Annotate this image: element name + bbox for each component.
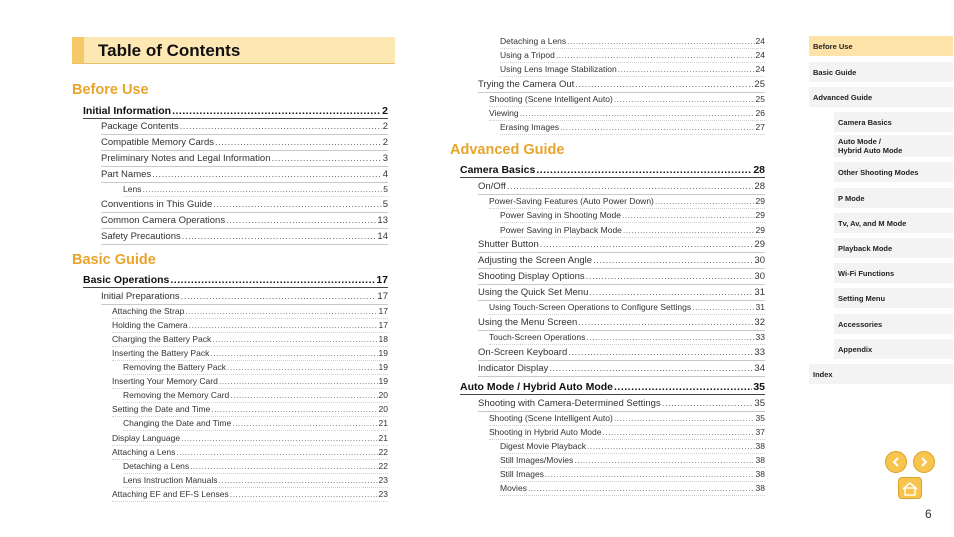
toc-entry[interactable]: [101, 214, 388, 229]
toc-leader-dots: [211, 332, 377, 346]
nav-item[interactable]: [834, 238, 953, 258]
toc-entry-label: Package Contents: [101, 121, 179, 132]
home-button[interactable]: [898, 477, 922, 499]
nav-item-label: Appendix: [838, 344, 873, 354]
toc-leader-dots: [544, 467, 755, 481]
nav-item-label: Auto Mode / Hybrid Auto Mode: [838, 137, 903, 155]
toc-entry[interactable]: [489, 106, 765, 121]
toc-entry-page: 29: [755, 225, 765, 235]
toc-entry-label: Power-Saving Features (Auto Power Down): [489, 196, 654, 206]
toc-leader-dots: [588, 286, 753, 300]
toc-entry[interactable]: [83, 273, 388, 288]
nav-item[interactable]: [834, 263, 953, 283]
toc-entry[interactable]: [500, 467, 765, 482]
toc-leader-dots: [586, 439, 755, 453]
toc-entry-label: Removing the Memory Card: [123, 390, 230, 400]
toc-entry[interactable]: [489, 194, 765, 209]
nav-item-label: Before Use: [813, 41, 853, 51]
toc-entry[interactable]: [101, 152, 388, 167]
toc-entry-label: Power Saving in Shooting Mode: [500, 210, 621, 220]
toc-entry-label: Changing the Date and Time: [123, 418, 232, 428]
next-page-button[interactable]: [913, 451, 935, 473]
toc-entry-page: 38: [755, 455, 765, 465]
toc-entry[interactable]: [489, 300, 765, 315]
toc-entry[interactable]: [478, 180, 765, 195]
toc-leader-dots: [601, 425, 754, 439]
toc-entry-label: Inserting the Battery Pack: [112, 348, 210, 358]
toc-entry-page: 31: [754, 287, 765, 298]
toc-entry-label: Shooting (Scene Intelligent Auto): [489, 413, 613, 423]
toc-leader-dots: [231, 416, 377, 430]
toc-leader-dots: [621, 208, 755, 222]
toc-title-bar: [72, 37, 395, 64]
toc-entry-page: 37: [755, 427, 765, 437]
toc-entry-label: Movies: [500, 483, 527, 493]
toc-entry[interactable]: [500, 223, 765, 238]
nav-item-label: Wi-Fi Functions: [838, 268, 895, 278]
nav-item[interactable]: [834, 314, 953, 334]
toc-entry[interactable]: [101, 290, 388, 305]
toc-leader-dots: [613, 92, 755, 106]
toc-entry-page: 29: [754, 239, 765, 250]
chevron-right-icon: [918, 456, 930, 468]
toc-leader-dots: [218, 374, 378, 388]
toc-entry-label: Using Lens Image Stabilization: [500, 64, 617, 74]
toc-entry-page: 28: [754, 181, 765, 192]
toc-entry-page: 14: [377, 231, 388, 242]
toc-entry[interactable]: [500, 439, 765, 454]
toc-entry-page: 18: [378, 334, 388, 344]
toc-entry[interactable]: [460, 163, 765, 178]
toc-entry-page: 31: [755, 302, 765, 312]
toc-leader-dots: [210, 402, 377, 416]
toc-leader-dots: [622, 223, 755, 237]
toc-leader-dots: [214, 136, 382, 150]
toc-entry-label: Charging the Battery Pack: [112, 334, 212, 344]
toc-entry[interactable]: [478, 346, 765, 361]
toc-entry-label: Adjusting the Screen Angle: [478, 255, 593, 266]
toc-entry-page: 27: [755, 122, 765, 132]
title-accent: [72, 37, 84, 63]
toc-entry-label: Safety Precautions: [101, 231, 181, 242]
toc-entry-label: Attaching a Lens: [112, 447, 176, 457]
toc-entry-page: 29: [755, 196, 765, 206]
toc-leader-dots: [585, 330, 754, 344]
home-icon: [899, 478, 921, 498]
nav-item-label: Playback Mode: [838, 243, 893, 253]
toc-entry-label: On-Screen Keyboard: [478, 347, 568, 358]
toc-entry-page: 32: [754, 317, 765, 328]
toc-entry[interactable]: [123, 360, 388, 375]
toc-entry-page: 34: [754, 363, 765, 374]
toc-entry-page: 38: [755, 483, 765, 493]
toc-entry[interactable]: [123, 473, 388, 488]
toc-entry-label: Initial Information: [83, 105, 172, 117]
toc-entry[interactable]: [489, 330, 765, 345]
toc-leader-dots: [573, 453, 754, 467]
toc-leader-dots: [141, 182, 382, 196]
toc-entry-page: 23: [378, 475, 388, 485]
toc-entry-page: 23: [378, 489, 388, 499]
toc-entry-page: 35: [755, 413, 765, 423]
toc-entry-page: 19: [378, 362, 388, 372]
toc-entry[interactable]: [478, 78, 765, 93]
toc-entry-page: 19: [378, 348, 388, 358]
toc-entry-label: Compatible Memory Cards: [101, 137, 214, 148]
nav-item-label: Advanced Guide: [813, 92, 873, 102]
toc-entry-page: 21: [378, 418, 388, 428]
toc-entry[interactable]: [112, 374, 388, 389]
toc-entry[interactable]: [500, 453, 765, 468]
toc-leader-dots: [209, 346, 377, 360]
page-title: Table of Contents: [98, 41, 241, 60]
toc-leader-dots: [218, 473, 378, 487]
toc-leader-dots: [189, 459, 377, 473]
toc-leader-dots: [151, 168, 382, 182]
section-heading-advanced-guide: Advanced Guide: [450, 142, 565, 158]
toc-entry[interactable]: [112, 487, 388, 502]
toc-entry-label: Setting the Date and Time: [112, 404, 211, 414]
toc-entry-label: Holding the Camera: [112, 320, 188, 330]
toc-entry-label: Shooting (Scene Intelligent Auto): [489, 94, 613, 104]
nav-item-label: Tv, Av, and M Mode: [838, 218, 907, 228]
toc-leader-dots: [188, 318, 378, 332]
toc-entry[interactable]: [460, 380, 765, 395]
toc-leader-dots: [654, 194, 755, 208]
toc-leader-dots: [229, 487, 378, 501]
toc-leader-dots: [171, 104, 381, 118]
toc-entry-label: Preliminary Notes and Legal Information: [101, 153, 271, 164]
toc-entry[interactable]: [500, 62, 765, 77]
toc-entry-label: Attaching the Strap: [112, 306, 185, 316]
toc-entry-page: 2: [382, 105, 388, 117]
toc-leader-dots: [519, 106, 755, 120]
toc-entry-page: 22: [378, 447, 388, 457]
toc-leader-dots: [617, 62, 755, 76]
nav-item-label: Basic Guide: [813, 67, 857, 77]
toc-entry-label: Initial Preparations: [101, 291, 180, 302]
toc-entry-label: Still Images: [500, 469, 544, 479]
toc-entry[interactable]: [83, 104, 388, 119]
toc-entry[interactable]: [112, 304, 388, 319]
toc-leader-dots: [271, 152, 382, 166]
toc-entry-label: Basic Operations: [83, 274, 170, 286]
toc-entry-label: Using Touch-Screen Operations to Configure Settings: [489, 302, 692, 312]
nav-item[interactable]: [809, 87, 953, 107]
toc-entry[interactable]: [489, 92, 765, 107]
toc-entry-label: Attaching EF and EF-S Lenses: [112, 489, 229, 499]
toc-entry-label: Trying the Camera Out: [478, 79, 575, 90]
toc-entry[interactable]: [489, 411, 765, 426]
toc-entry-label: Viewing: [489, 108, 519, 118]
toc-entry-label: Digest Movie Playback: [500, 441, 586, 451]
nav-item[interactable]: [809, 62, 953, 82]
toc-entry-page: 24: [755, 64, 765, 74]
toc-entry-page: 17: [376, 274, 388, 286]
toc-leader-dots: [661, 397, 754, 411]
nav-item-label: Accessories: [838, 319, 883, 329]
nav-item-label: Other Shooting Modes: [838, 167, 919, 177]
nav-item-label: Index: [813, 369, 833, 379]
toc-entry[interactable]: [500, 481, 765, 496]
toc-entry-page: 20: [378, 404, 388, 414]
toc-entry-page: 22: [378, 461, 388, 471]
toc-leader-dots: [212, 198, 381, 212]
toc-entry[interactable]: [500, 120, 765, 135]
toc-entry-page: 24: [755, 50, 765, 60]
toc-entry-page: 25: [755, 94, 765, 104]
toc-entry-page: 2: [382, 121, 388, 132]
toc-entry[interactable]: [101, 198, 388, 213]
toc-entry-page: 17: [378, 306, 388, 316]
toc-leader-dots: [566, 34, 754, 48]
page-number: 6: [925, 507, 932, 521]
toc-entry-page: 13: [377, 215, 388, 226]
toc-entry-page: 30: [754, 255, 765, 266]
toc-leader-dots: [585, 270, 754, 284]
toc-entry[interactable]: [101, 230, 388, 245]
toc-entry-label: Indicator Display: [478, 363, 549, 374]
chevron-left-icon: [890, 456, 902, 468]
toc-entry[interactable]: [500, 208, 765, 223]
toc-entry[interactable]: [123, 459, 388, 474]
toc-entry-label: Removing the Battery Pack: [123, 362, 226, 372]
nav-item-label: Setting Menu: [838, 293, 886, 303]
nav-item[interactable]: [834, 339, 953, 359]
toc-entry-label: Common Camera Operations: [101, 215, 226, 226]
toc-entry-page: 3: [382, 153, 388, 164]
toc-entry-label: Power Saving in Playback Mode: [500, 225, 622, 235]
toc-entry-page: 25: [754, 79, 765, 90]
toc-entry-label: Still Images/Movies: [500, 455, 574, 465]
toc-entry-page: 28: [753, 164, 765, 176]
toc-entry[interactable]: [112, 346, 388, 361]
nav-item[interactable]: [834, 112, 953, 132]
toc-leader-dots: [180, 431, 377, 445]
toc-entry[interactable]: [478, 254, 765, 269]
toc-entry[interactable]: [478, 270, 765, 285]
toc-entry-label: Conventions in This Guide: [101, 199, 213, 210]
toc-entry[interactable]: [101, 136, 388, 151]
toc-entry-page: 35: [754, 398, 765, 409]
toc-entry[interactable]: [123, 388, 388, 403]
toc-leader-dots: [567, 346, 753, 360]
toc-leader-dots: [559, 120, 754, 134]
toc-entry-page: 26: [755, 108, 765, 118]
toc-entry-label: Lens: [123, 184, 142, 194]
nav-item[interactable]: [834, 135, 953, 157]
toc-entry-page: 38: [755, 469, 765, 479]
toc-entry-page: 35: [753, 381, 765, 393]
toc-entry-label: Using the Quick Set Menu: [478, 287, 589, 298]
toc-entry-label: Shutter Button: [478, 239, 539, 250]
toc-entry-page: 38: [755, 441, 765, 451]
toc-entry[interactable]: [500, 48, 765, 63]
nav-item[interactable]: [834, 188, 953, 208]
toc-entry[interactable]: [123, 182, 388, 197]
toc-entry-label: Erasing Images: [500, 122, 560, 132]
nav-item[interactable]: [834, 213, 953, 233]
nav-item-label: P Mode: [838, 193, 865, 203]
toc-entry[interactable]: [478, 362, 765, 377]
toc-entry[interactable]: [478, 286, 765, 301]
toc-entry-label: Auto Mode / Hybrid Auto Mode: [460, 381, 614, 393]
toc-leader-dots: [539, 238, 754, 252]
toc-entry-label: Detaching a Lens: [123, 461, 190, 471]
toc-leader-dots: [574, 78, 753, 92]
toc-leader-dots: [592, 254, 753, 268]
toc-entry-label: Part Names: [101, 169, 152, 180]
toc-entry-label: Shooting Display Options: [478, 271, 585, 282]
toc-entry-page: 17: [377, 291, 388, 302]
toc-leader-dots: [555, 48, 755, 62]
nav-item[interactable]: [834, 288, 953, 308]
toc-leader-dots: [527, 481, 755, 495]
toc-leader-dots: [225, 214, 376, 228]
nav-item[interactable]: [809, 364, 953, 384]
toc-entry[interactable]: [101, 120, 388, 135]
nav-item-label: Camera Basics: [838, 117, 892, 127]
toc-leader-dots: [577, 316, 753, 330]
toc-entry-page: 30: [754, 271, 765, 282]
toc-entry-label: Detaching a Lens: [500, 36, 567, 46]
toc-leader-dots: [179, 120, 382, 134]
toc-leader-dots: [691, 300, 754, 314]
nav-item[interactable]: [834, 162, 953, 182]
toc-entry-page: 19: [378, 376, 388, 386]
toc-entry[interactable]: [500, 34, 765, 49]
toc-leader-dots: [506, 180, 754, 194]
toc-leader-dots: [184, 304, 377, 318]
toc-entry[interactable]: [478, 397, 765, 412]
toc-entry[interactable]: [112, 431, 388, 446]
toc-entry-page: 4: [382, 169, 388, 180]
toc-entry-label: Shooting in Hybrid Auto Mode: [489, 427, 602, 437]
toc-entry[interactable]: [489, 425, 765, 440]
toc-entry[interactable]: [478, 238, 765, 253]
toc-entry-page: 24: [755, 36, 765, 46]
toc-entry-label: Using a Tripod: [500, 50, 555, 60]
toc-entry-label: Using the Menu Screen: [478, 317, 578, 328]
toc-entry-label: Lens Instruction Manuals: [123, 475, 218, 485]
toc-entry-page: 29: [755, 210, 765, 220]
toc-leader-dots: [548, 362, 753, 376]
toc-entry-label: Camera Basics: [460, 164, 536, 176]
toc-entry-page: 21: [378, 433, 388, 443]
section-heading-before-use: Before Use: [72, 82, 149, 98]
toc-leader-dots: [180, 290, 377, 304]
toc-entry-label: Shooting with Camera-Determined Settings: [478, 398, 661, 409]
toc-entry-page: 5: [382, 199, 388, 210]
toc-entry-page: 2: [382, 137, 388, 148]
toc-leader-dots: [169, 273, 375, 287]
toc-entry-label: On/Off: [478, 181, 506, 192]
toc-entry-page: 33: [754, 347, 765, 358]
prev-page-button[interactable]: [885, 451, 907, 473]
toc-entry[interactable]: [123, 416, 388, 431]
toc-entry[interactable]: [112, 402, 388, 417]
toc-entry[interactable]: [478, 316, 765, 331]
toc-leader-dots: [229, 388, 377, 402]
toc-entry[interactable]: [112, 332, 388, 347]
toc-leader-dots: [535, 163, 752, 177]
toc-entry-label: Inserting Your Memory Card: [112, 376, 218, 386]
section-heading-basic-guide: Basic Guide: [72, 252, 156, 268]
toc-entry-page: 17: [378, 320, 388, 330]
toc-leader-dots: [613, 380, 752, 394]
toc-leader-dots: [226, 360, 378, 374]
toc-entry-label: Display Language: [112, 433, 181, 443]
toc-entry-page: 20: [378, 390, 388, 400]
toc-entry[interactable]: [101, 168, 388, 183]
toc-entry[interactable]: [112, 318, 388, 333]
nav-item[interactable]: [809, 36, 953, 56]
toc-entry[interactable]: [112, 445, 388, 460]
toc-leader-dots: [175, 445, 377, 459]
toc-entry-label: Touch-Screen Operations: [489, 332, 586, 342]
toc-leader-dots: [613, 411, 755, 425]
toc-entry-page: 33: [755, 332, 765, 342]
toc-leader-dots: [181, 230, 377, 244]
toc-entry-page: 5: [383, 184, 388, 194]
